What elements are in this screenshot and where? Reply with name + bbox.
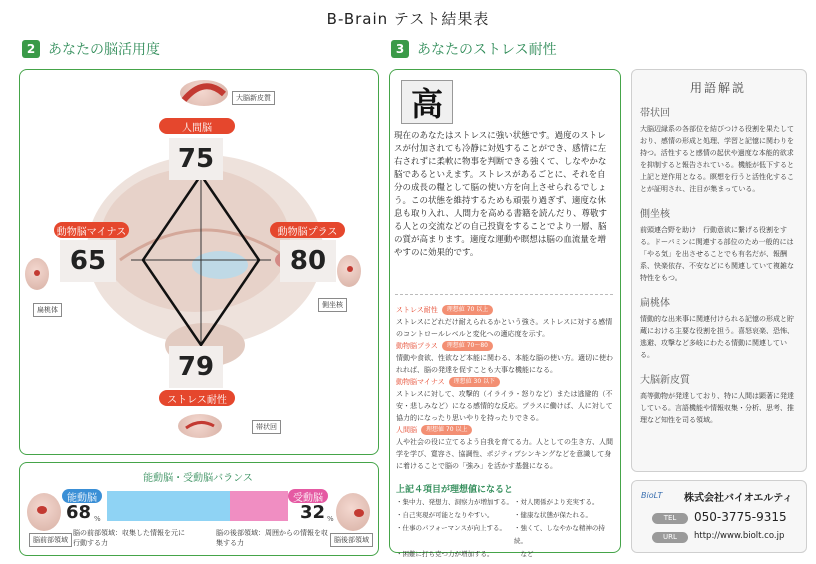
benefit-item: ・健康な状態が保たれる。 <box>514 511 592 519</box>
stress-item <box>396 424 614 436</box>
section-title: あなたの脳活用度 <box>48 42 160 58</box>
label-posterior-region: 脳後部領域 <box>330 533 373 547</box>
stress-description: 現在のあなたはストレスに強い状態です。過度のストレスが付加されても冷静に対処することができ、感情に左右されずに柔軟に物事を判断できる強くて、しなやかな脳であるといえます。ストレスがあるごとに、それを自分の成長の糧として脳の使い方を向上させられるでしょう。この状態を維持するためも頑張り過ぎず、適度な休息も取り入れ、人間力を高める書籍を読んだり、尊敬する人との交流などの自己投資をすることでより一層、脳の質が高まります。適度な運動や瞑想は脳の血流量を増やすのに効果的です。 <box>394 131 608 258</box>
company-phone: 050-3775-9315 <box>694 510 787 524</box>
active-brain-description: 脳の前部領域：収集した情報を元に行動する力 <box>73 529 185 547</box>
stress-items <box>396 304 614 472</box>
glossary-term: 扁桃体 <box>640 298 670 309</box>
glossary-term: 大脳新皮質 <box>640 375 690 386</box>
stress-item-desc: ストレスに対して、攻撃的（イライラ・怒りなど）または逃避的（不安・悲しみなど）になる感情的な反応。プラスに働けば、人に対して協力的になったり思いやりを持ったりできる。 <box>396 390 613 422</box>
brain-balance-diamond <box>131 165 271 355</box>
stress-item-desc: ストレスにどれだけ耐えられるかという強さ。ストレスに対する感情のコントロールレベルと変化への適応度を示す。 <box>396 318 613 338</box>
benefit-item: など <box>520 550 534 558</box>
active-brain-bar <box>107 491 230 521</box>
glossary-desc: 高等動物が発達しており、特に人間は顕著に発達している。言語機能や情報収集・分析、思考、推理など知性を司る領域。 <box>640 392 794 424</box>
stress-item-name: 動物脳マイナス <box>396 378 445 386</box>
tel-label: TEL <box>652 513 688 524</box>
benefit-item: ・仕事のパフォーマンスが向上する。 <box>396 524 506 532</box>
tag-animal-brain-minus: 動物脳マイナス <box>54 222 129 238</box>
stress-item-ideal: 理想値 70 以上 <box>421 425 472 435</box>
section-number: 2 <box>22 40 40 58</box>
passive-brain-value: 32 <box>300 502 326 523</box>
posterior-region-image <box>336 493 370 531</box>
stress-grade: 高 <box>401 80 453 124</box>
company-logo: BioLT <box>641 491 663 500</box>
glossary-desc: 前頭連合野を助け 行動意欲に繋げる役割をする。ドーパミンに関連する部位のため一般的には「やる気」を出させることでも有名だが、報酬系、快楽依存、不安などにも関連していて複雑な特性をもつ。 <box>640 226 794 282</box>
stress-item-name: ストレス耐性 <box>396 306 438 314</box>
active-brain-value: 68 <box>66 502 92 523</box>
section-title: あなたのストレス耐性 <box>417 42 557 58</box>
benefit-item: ・対人関係がより充実する。 <box>514 498 599 506</box>
stress-item-ideal: 理想値 70〜80 <box>442 341 493 351</box>
benefit-item: ・自己実現が可能となりやすい。 <box>396 511 494 519</box>
stress-item-desc: 人や社会の役に立てるよう自我を育てる力。人としての生き方、人間学を学び、寛容さ、協調性、ポジティブシンキングなどを意識して身に着けることで脳の「強み」を活かす基盤になる。 <box>396 438 613 470</box>
passive-brain-description: 脳の後部領域：周囲からの情報を収集する力 <box>216 529 328 547</box>
cingulate-gyrus-highlight <box>178 414 222 438</box>
section-3-header <box>391 39 557 59</box>
label-cerebral-cortex: 大脳新皮質 <box>232 91 275 105</box>
score-animal-brain-minus: 65 <box>60 240 116 282</box>
stress-item-desc: 情動や食欲、性欲など本能に関わる、本能な脳の使い方。適切に使われれば、脳の発達を促すことも大事な機能になる。 <box>396 354 613 374</box>
tag-animal-brain-plus: 動物脳プラス <box>270 222 345 238</box>
label-amygdala: 扁桃体 <box>33 303 62 317</box>
nucleus-accumbens-highlight <box>347 266 353 272</box>
stress-divider <box>395 294 613 295</box>
benefit-item: ・強くて、しなやかな精神の持続。 <box>514 524 605 545</box>
balance-title: 能動脳・受動脳バランス <box>143 473 253 484</box>
label-cingulate-gyrus: 帯状回 <box>252 420 281 434</box>
passive-brain-unit: % <box>327 515 334 523</box>
tag-human-brain: 人間脳 <box>159 118 235 134</box>
glossary-term: 帯状回 <box>640 108 670 119</box>
company-name: 株式会社バイオエルティ <box>684 493 793 504</box>
score-human-brain: 75 <box>169 138 223 180</box>
posterior-region-highlight <box>354 509 364 517</box>
label-frontal-region: 脳前部領域 <box>29 533 72 547</box>
company-url-link[interactable]: http://www.biolt.co.jp <box>694 531 785 541</box>
passive-brain-bar <box>230 491 288 521</box>
stress-item <box>396 340 614 352</box>
glossary-title: 用語解説 <box>689 81 746 95</box>
benefit-item: ・困難に打ち克つ力が増加する。 <box>396 550 494 558</box>
glossary-desc: 情動的な出来事に関連付けられる記憶の形成と貯蔵における主要な役割を担う。喜怒哀楽、恐怖、逃避、攻撃など多岐にわたる情動に関連している。 <box>640 315 794 359</box>
benefit-item: ・集中力、発想力、洞察力が増加する。 <box>396 498 513 506</box>
label-nucleus-accumbens: 側坐核 <box>318 298 347 312</box>
stress-item <box>396 304 614 316</box>
tag-passive-brain: 受動脳 <box>288 489 328 503</box>
glossary-term: 側坐核 <box>640 209 670 220</box>
score-animal-brain-plus: 80 <box>280 240 336 282</box>
benefits-title: 上記４項目が理想値になると <box>396 485 514 495</box>
stress-item-name: 人間脳 <box>396 426 417 434</box>
stress-item-ideal: 理想値 30 以下 <box>449 377 500 387</box>
tag-stress-tolerance: ストレス耐性 <box>159 390 235 406</box>
section-number: 3 <box>391 40 409 58</box>
amygdala-highlight <box>34 270 40 276</box>
stress-item-name: 動物脳プラス <box>396 342 438 350</box>
section-2-header <box>22 39 160 59</box>
frontal-region-highlight <box>37 506 47 514</box>
active-brain-unit: % <box>94 515 101 523</box>
tag-active-brain: 能動脳 <box>62 489 102 503</box>
page-title: B-Brain テスト結果表 <box>326 10 490 28</box>
url-label: URL <box>652 532 688 543</box>
stress-item <box>396 376 614 388</box>
stress-item-ideal: 理想値 70 以上 <box>442 305 493 315</box>
cerebral-cortex-highlight <box>180 80 228 106</box>
benefits-list <box>396 496 614 561</box>
score-stress-tolerance: 79 <box>169 346 223 388</box>
glossary-desc: 大脳辺縁系の各部位を結びつける役割を果たしており、感情の形成と処理、学習と記憶に関わりを持つ。活性すると感情の起伏や過度な本能的欲求を抑制すると報告されている。機能が低下すると上記と逆作用となる。瞑想を行うと活性化することが証明され、注目が集まっている。 <box>640 125 794 193</box>
glossary-entries <box>640 98 800 426</box>
